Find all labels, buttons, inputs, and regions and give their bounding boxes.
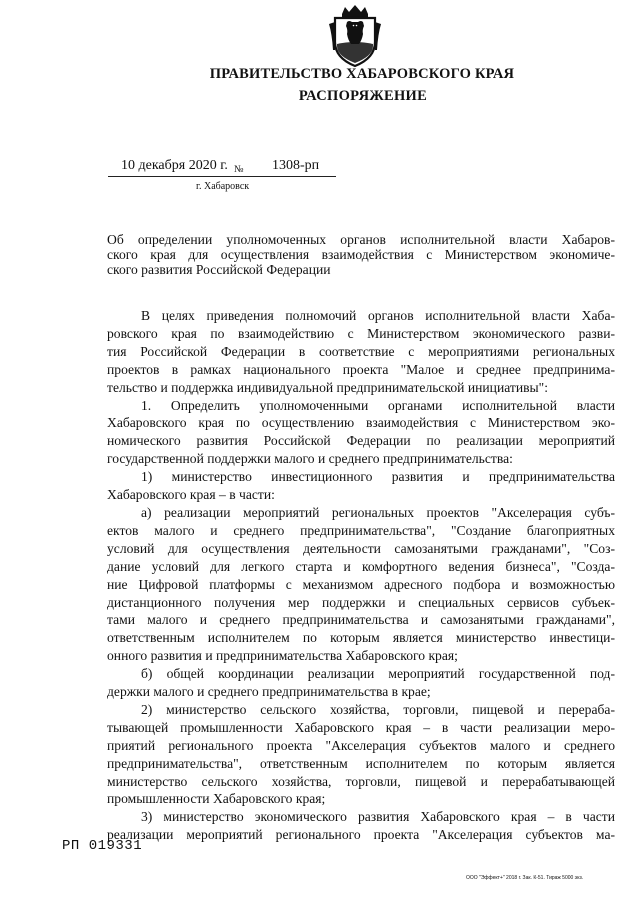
body-line: 2) министерство сельского хозяйства, торговли, пищевой и перераба- (141, 701, 615, 717)
coat-of-arms-emblem (326, 4, 384, 68)
body-line: б) общей координации реализации мероприятий государственной под- (141, 666, 615, 682)
subject-line: ского края для осуществления взаимодействия с Министерством экономиче- (107, 247, 615, 262)
body-line: условий для осуществления деятельности самозанятыми гражданами", "Соз- (107, 540, 615, 556)
body-line: держки малого и среднего предпринимательства в крае; (107, 684, 431, 700)
document-body (107, 307, 615, 844)
body-line: 1. Определить уполномоченными органами исполнительной власти (141, 397, 615, 413)
body-line: предпринимательства", ответственным исполнителем по которым является (107, 755, 615, 771)
body-line: дистанционного получения мер поддержки и специальных сервисов субъек- (107, 594, 615, 610)
body-line: реализации мероприятий регионального проекта "Акселерация субъектов ма- (107, 827, 615, 843)
body-line: тывающей промышленности Хабаровского края – в части реализации меро- (107, 719, 615, 735)
body-line: В целях приведения полномочий органов исполнительной власти Хаба- (141, 308, 615, 323)
body-line: приятий регионального проекта "Акселерация субъектов малого и среднего (107, 737, 615, 753)
body-line: проектов в рамках национального проекта "Малое и среднее предпринима- (107, 361, 615, 377)
body-line: ние Цифровой платформы с механизмом адресного подбора и возможностью (107, 576, 615, 592)
form-serial-number: РП 019331 (62, 838, 143, 854)
date-underline (108, 176, 336, 177)
body-line: тия Российской Федерации в соответствие с мероприятиями региональных (107, 343, 615, 359)
body-line: промышленности Хабаровского края; (107, 791, 326, 807)
body-line: номического развития Российской Федерации по реализации мероприятий (107, 433, 615, 449)
body-line: министерство сельского хозяйства, торговли, пищевой и перерабатывающей (107, 773, 615, 789)
subject-line: Об определении уполномоченных органов исполнительной власти Хабаров- (107, 232, 615, 247)
body-line: 3) министерство экономического развития Хабаровского края – в части (141, 809, 615, 825)
body-line: дание условий для легкого старта и комфортного ведения бизнеса", "Созда- (107, 558, 615, 574)
number-label: № (234, 164, 244, 175)
body-line: Хабаровского края по осуществлению взаимодействия с Министерством эко- (107, 415, 615, 431)
printer-imprint: ООО "Эффект+" 2018 г. Зак. К-51. Тираж 5000 экз. (466, 875, 584, 881)
body-line: ектов малого и среднего предпринимательства", "Создание благоприятных (107, 522, 615, 538)
body-line: ответственным исполнителем по которым является министерство инвестици- (107, 630, 615, 646)
body-line: 1) министерство инвестиционного развития и предпринимательства (141, 469, 615, 485)
body-line: онного развития и предпринимательства Хабаровского края; (107, 648, 458, 664)
subject-line: ского развития Российской Федерации (107, 262, 331, 277)
body-line: а) реализации мероприятий региональных проектов "Акселерация субъ- (141, 504, 615, 520)
body-line: государственной поддержки малого и среднего предпринимательства: (107, 451, 513, 467)
issue-city: г. Хабаровск (196, 181, 250, 192)
document-date: 10 декабря 2020 г. (121, 158, 228, 173)
document-number: 1308-рп (272, 158, 320, 173)
organization-title: ПРАВИТЕЛЬСТВО ХАБАРОВСКОГО КРАЯ (209, 66, 515, 82)
body-line: тельство и поддержка индивидуальной предпринимательской инициативы": (107, 379, 548, 395)
document-subject (107, 232, 615, 277)
body-line: ровского края по взаимодействию с Министерством экономического разви- (107, 325, 615, 341)
document-type-title: РАСПОРЯЖЕНИЕ (298, 88, 428, 104)
body-line: тами малого и среднего предпринимательства и самозанятыми гражданами", (107, 612, 615, 628)
body-line: Хабаровского края – в части: (107, 487, 275, 503)
